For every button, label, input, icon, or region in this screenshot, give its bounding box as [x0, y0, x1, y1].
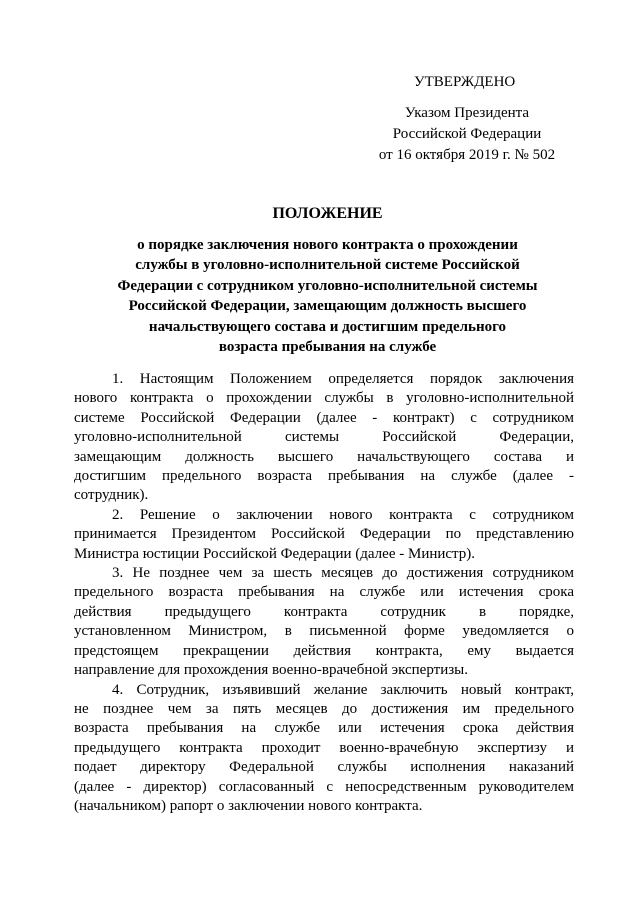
decree-line: от 16 октября 2019 г. № 502: [378, 147, 556, 163]
document-subtitle: [80, 235, 575, 358]
paragraph-line: не позднее чем за пять месяцев до достижения им предельного: [74, 700, 574, 717]
paragraph-line: действия предыдущего контракта сотрудник в порядке,: [74, 603, 574, 620]
paragraph-2: [74, 506, 574, 564]
paragraph-line: 4. Сотрудник, изъявивший желание заключить новый контракт,: [112, 681, 574, 698]
paragraph-line: предельного возраста пребывания на службе или истечения срока: [74, 584, 574, 601]
document-heading: [80, 204, 575, 358]
subtitle-line: Российской Федерации, замещающим должность высшего: [128, 298, 527, 314]
paragraph-1: [74, 370, 574, 506]
subtitle-line: службы в уголовно-исполнительной системе Российской: [135, 257, 520, 273]
paragraph-line: (далее - директор) согласованный с непосредственным руководителем: [74, 778, 574, 795]
paragraph-line: Министра юстиции Российской Федерации (далее - Министр).: [74, 545, 476, 562]
document-body: [74, 370, 574, 816]
document-title: ПОЛОЖЕНИЕ: [272, 205, 383, 222]
paragraph-line: системе Российской Федерации (далее - контракт) с сотрудником: [74, 409, 574, 426]
paragraph-line: предстоящем прекращении действия контракта, ему выдается: [74, 642, 574, 659]
paragraph-line: достигшим предельного возраста пребывания на службе (далее -: [74, 468, 574, 485]
subtitle-line: возраста пребывания на службе: [218, 339, 437, 355]
paragraph-line: замещающим должность высшего начальствующего состава и: [74, 448, 574, 465]
paragraph-line: нового контракта о прохождении службы в уголовно-исполнительной: [74, 390, 574, 407]
paragraph-line: установленном Министром, в письменной форме уведомляется о: [74, 623, 574, 640]
paragraph-line: (начальником) рапорт о заключении нового контракта.: [74, 797, 423, 814]
approval-stamp: [352, 72, 582, 166]
decree-line: Указом Президента: [404, 105, 530, 121]
paragraph-line: предыдущего контракта проходит военно-врачебную экспертизу и: [74, 739, 574, 756]
paragraph-line: возраста пребывания на службе или истечения срока действия: [74, 720, 574, 737]
paragraph-line: направление для прохождения военно-врачебной экспертизы.: [74, 662, 468, 679]
paragraph-line: 2. Решение о заключении нового контракта с сотрудником: [112, 506, 574, 523]
approved-label: УТВЕРЖДЕНО: [414, 74, 516, 90]
subtitle-line: Федерации с сотрудником уголовно-исполнительной системы: [117, 277, 538, 294]
paragraph-3: [74, 564, 574, 680]
paragraph-line: 1. Настоящим Положением определяется порядок заключения: [112, 371, 574, 387]
paragraph-line: 3. Не позднее чем за шесть месяцев до достижения сотрудником: [112, 565, 574, 582]
paragraph-line: принимается Президентом Российской Федерации по представлению: [74, 526, 574, 543]
decree-reference: [352, 103, 582, 166]
subtitle-line: начальствующего состава и достигшим предельного: [148, 318, 507, 335]
paragraph-line: уголовно-исполнительной системы Российской Федерации,: [74, 429, 574, 446]
subtitle-line: о порядке заключения нового контракта о прохождении: [137, 236, 518, 253]
paragraph-line: подает директору Федеральной службы исполнения наказаний: [74, 759, 574, 776]
decree-line: Российской Федерации: [392, 126, 542, 142]
paragraph-4: [74, 681, 574, 817]
paragraph-line: сотрудник).: [74, 487, 149, 504]
